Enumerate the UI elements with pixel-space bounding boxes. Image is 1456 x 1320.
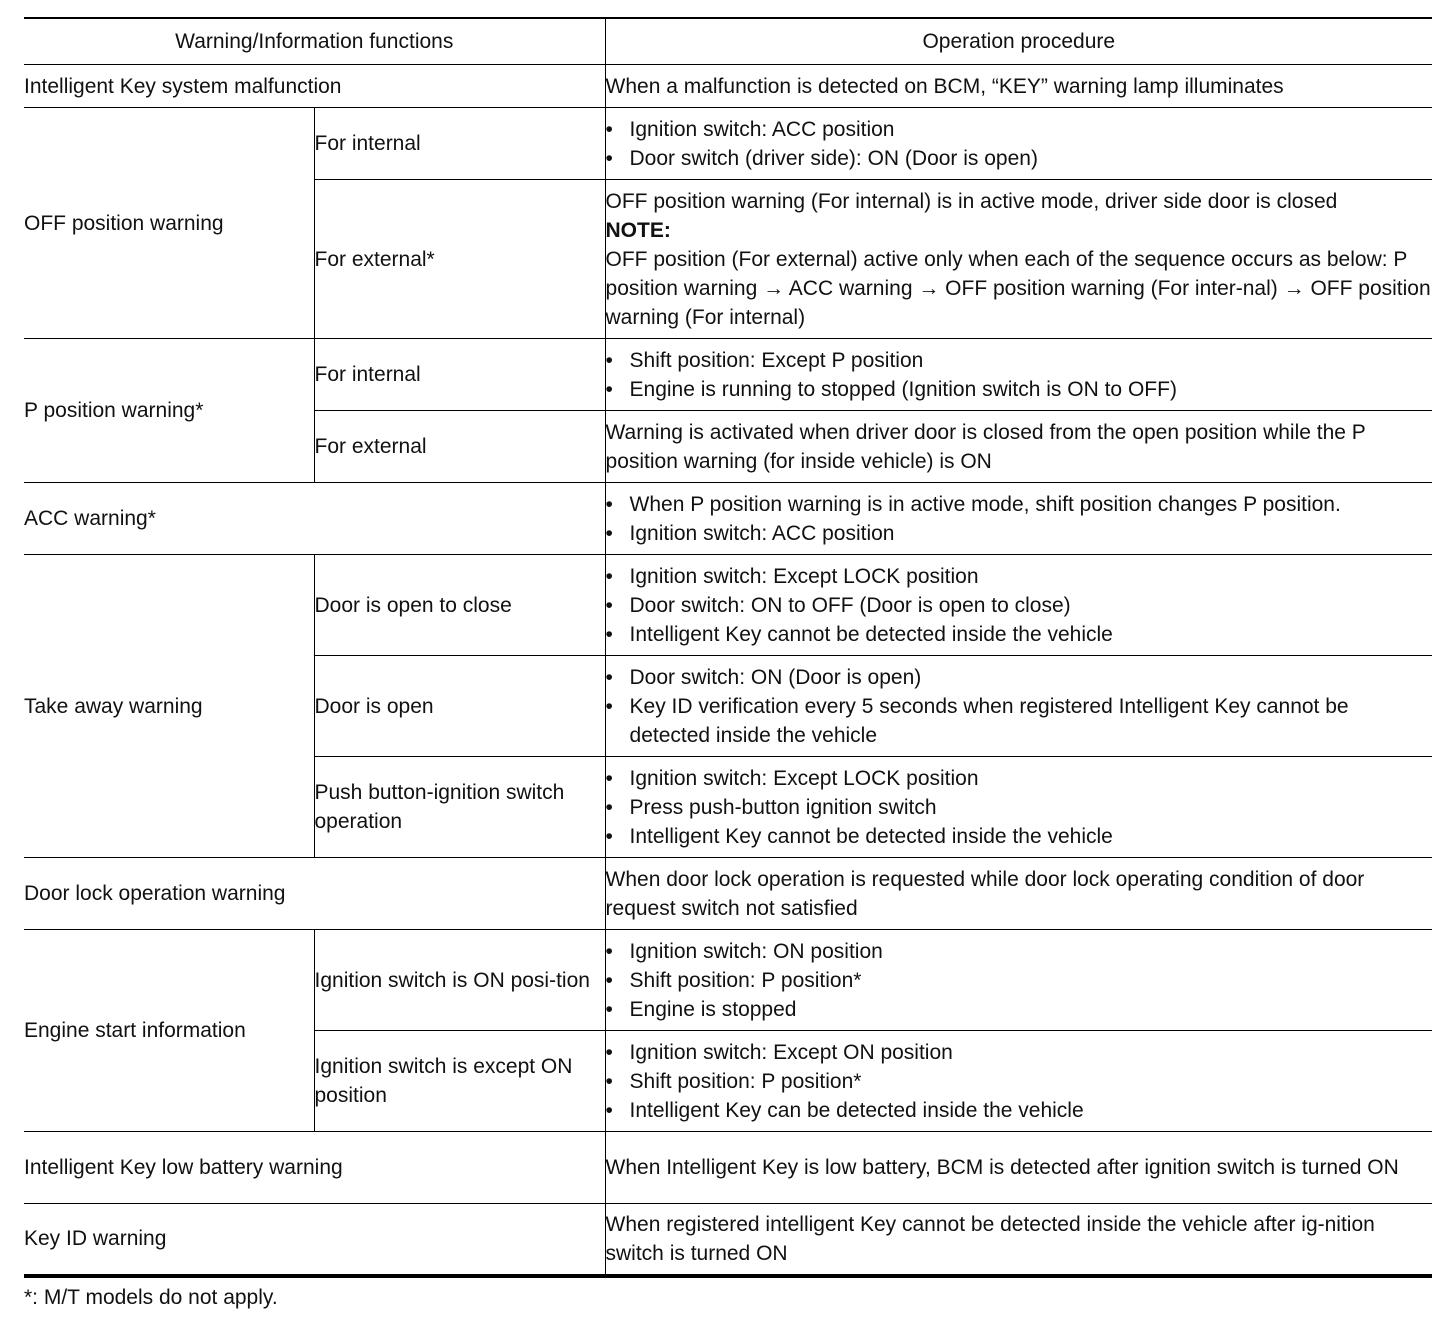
bullet-list bbox=[606, 562, 1433, 649]
header-row bbox=[24, 18, 1432, 65]
function-name: Take away warning bbox=[24, 555, 314, 858]
operation-procedure bbox=[605, 555, 1432, 656]
function-name: P position warning* bbox=[24, 339, 314, 483]
header-functions: Warning/Information functions bbox=[24, 18, 605, 65]
bullet-list bbox=[606, 663, 1433, 750]
function-name: Intelligent Key low battery warning bbox=[24, 1132, 605, 1204]
warning-functions-table bbox=[24, 17, 1432, 1278]
bullet-item: • Ignition switch: ON position bbox=[606, 937, 1433, 966]
bullet-item: • When P position warning is in active mode, shift position changes P position. bbox=[606, 490, 1433, 519]
bullet-list bbox=[606, 115, 1433, 173]
sub-condition: Ignition switch is except ON position bbox=[314, 1031, 605, 1132]
bullet-item: • Intelligent Key cannot be detected inside the vehicle bbox=[606, 822, 1433, 851]
sub-condition: Door is open to close bbox=[314, 555, 605, 656]
sub-condition: Push button-ignition switch operation bbox=[314, 757, 605, 858]
bullet-item: • Door switch: ON to OFF (Door is open to close) bbox=[606, 591, 1433, 620]
bullet-list bbox=[606, 346, 1433, 404]
operation-procedure bbox=[605, 483, 1432, 555]
operation-procedure bbox=[605, 339, 1432, 411]
note-label: NOTE: bbox=[605, 218, 671, 242]
procedure-text: OFF position warning (For internal) is in active mode, driver side door is closed bbox=[605, 189, 1338, 213]
note-text: OFF position (For external) active only when each of the sequence occurs as below: P position warning → ACC warning → OFF position warning (For inter-nal) → OFF position warning (For internal) bbox=[605, 247, 1431, 329]
bullet-item: • Ignition switch: Except LOCK position bbox=[606, 562, 1433, 591]
operation-procedure bbox=[605, 108, 1432, 180]
function-name: Engine start information bbox=[24, 930, 314, 1132]
bullet-item: • Shift position: P position* bbox=[606, 966, 1433, 995]
table-row bbox=[24, 483, 1432, 555]
bullet-item: • Intelligent Key cannot be detected inside the vehicle bbox=[606, 620, 1433, 649]
function-name: OFF position warning bbox=[24, 108, 314, 339]
bullet-item: • Shift position: P position* bbox=[606, 1067, 1433, 1096]
operation-procedure bbox=[605, 180, 1432, 339]
operation-procedure bbox=[605, 930, 1432, 1031]
function-name: Key ID warning bbox=[24, 1204, 605, 1276]
sub-condition: For internal bbox=[314, 108, 605, 180]
bullet-item: • Intelligent Key can be detected inside the vehicle bbox=[606, 1096, 1433, 1125]
sub-condition: For external* bbox=[314, 180, 605, 339]
operation-procedure: When a malfunction is detected on BCM, “KEY” warning lamp illuminates bbox=[605, 65, 1432, 108]
bullet-item: • Key ID verification every 5 seconds when registered Intelligent Key cannot be detected inside the vehicle bbox=[606, 692, 1433, 750]
bullet-item: • Ignition switch: Except LOCK position bbox=[606, 764, 1433, 793]
bullet-list bbox=[606, 1038, 1433, 1125]
table-row bbox=[24, 339, 1432, 411]
footnote: *: M/T models do not apply. bbox=[24, 1286, 278, 1309]
header-procedure: Operation procedure bbox=[605, 18, 1432, 65]
bullet-list bbox=[606, 764, 1433, 851]
table-row bbox=[24, 858, 1432, 930]
operation-procedure: When door lock operation is requested while door lock operating condition of door request switch not satisfied bbox=[605, 858, 1432, 930]
bullet-list bbox=[606, 937, 1433, 1024]
sub-condition: For internal bbox=[314, 339, 605, 411]
function-name: Door lock operation warning bbox=[24, 858, 605, 930]
table-row bbox=[24, 108, 1432, 180]
sub-condition: Door is open bbox=[314, 656, 605, 757]
bullet-item: • Press push-button ignition switch bbox=[606, 793, 1433, 822]
bullet-item: • Door switch: ON (Door is open) bbox=[606, 663, 1433, 692]
bullet-list bbox=[606, 490, 1433, 548]
function-name: ACC warning* bbox=[24, 483, 605, 555]
bullet-item: • Shift position: Except P position bbox=[606, 346, 1433, 375]
bullet-item: • Ignition switch: ACC position bbox=[606, 519, 1433, 548]
bullet-item: • Ignition switch: ACC position bbox=[606, 115, 1433, 144]
bullet-item: • Engine is stopped bbox=[606, 995, 1433, 1024]
function-name: Intelligent Key system malfunction bbox=[24, 65, 605, 108]
table-row bbox=[24, 930, 1432, 1031]
table-row bbox=[24, 1132, 1432, 1204]
operation-procedure: Warning is activated when driver door is closed from the open position while the P position warning (for inside vehicle) is ON bbox=[605, 411, 1432, 483]
operation-procedure bbox=[605, 656, 1432, 757]
operation-procedure: When Intelligent Key is low battery, BCM is detected after ignition switch is turned ON bbox=[605, 1132, 1432, 1204]
table-row bbox=[24, 65, 1432, 108]
bullet-item: • Door switch (driver side): ON (Door is open) bbox=[606, 144, 1433, 173]
table-row bbox=[24, 1204, 1432, 1276]
operation-procedure bbox=[605, 757, 1432, 858]
sub-condition: For external bbox=[314, 411, 605, 483]
operation-procedure bbox=[605, 1031, 1432, 1132]
bullet-item: • Engine is running to stopped (Ignition switch is ON to OFF) bbox=[606, 375, 1433, 404]
table-row bbox=[24, 555, 1432, 656]
bullet-item: • Ignition switch: Except ON position bbox=[606, 1038, 1433, 1067]
operation-procedure: When registered intelligent Key cannot be detected inside the vehicle after ig-nition switch is turned ON bbox=[605, 1204, 1432, 1276]
sub-condition: Ignition switch is ON posi-tion bbox=[314, 930, 605, 1031]
